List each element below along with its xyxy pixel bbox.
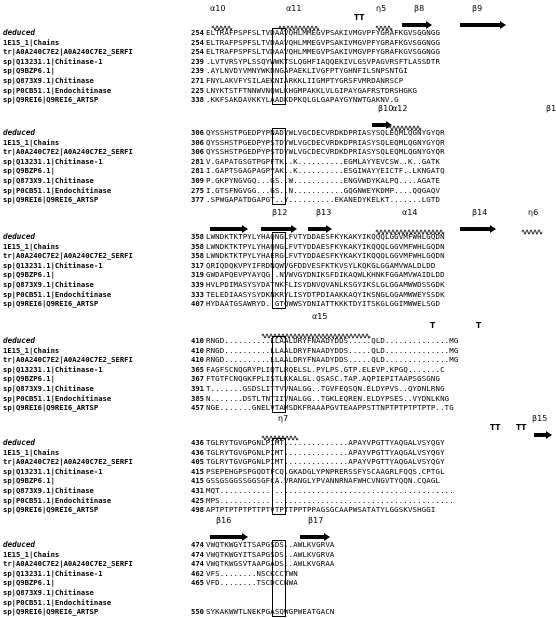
sequence-residues: RNGD..........LLAALDRYFNAADYDDS.....QLD..............MG [206,345,459,355]
ss-element-label: β12 [272,208,288,217]
ss-element-label: η6 [528,208,539,217]
strand-mark [402,14,432,22]
residue-number: 457 [191,403,204,413]
residue-number: 281 [191,156,204,166]
sequence-name: sp|P0CB51.1|Endochitinase [3,185,112,195]
ss-element-label: η7 [278,414,289,423]
sequence-name: sp|Q873X9.1|Chitinase [3,280,94,289]
residue-number: 436 [191,438,204,447]
sequence-name: deduced [3,438,36,447]
sequence-residues: N.......DSTLTNTIIVNALGG..TGKLEQREN.ELDYPSES..VYDNLKNG [206,393,450,403]
conserved-column-frame [272,28,286,105]
residue-number: 358 [191,251,204,261]
residue-number: 309 [191,176,204,185]
sequence-name: sp|Q9BZP6.1| [3,476,55,486]
sequence-residues: FTGTFCNQGKFPLISTLKKALGL.QSASC.TAP.AQPIEPITAAPSGSGNG [206,374,441,384]
sequence-residues: I.GAPTSGAGPAGPYAK..K..........ESGIWAYYEICTF..LKNGATQ [206,166,445,176]
turn-mark: TT [490,423,501,432]
residue-number: 431 [191,486,204,495]
residue-number: 225 [191,85,204,95]
sequence-name: tr|A0A240C7E2|A0A240C7E2_SERFI [3,47,133,57]
sequence-residues: TGLRYTGVGPGNLPIMT..............APAYVPGTTYAQGALVSYQGY [206,457,445,467]
sequence-residues: APTPTPTPTPTTPTVTPTTPPTPPAGSGCAAPWSATATYLGGSKVSHGGI [206,505,436,515]
sequence-name: sp|Q9BZP6.1| [3,578,55,588]
sequence-residues: .SPWGAPATDGAPGT..Y..........EKANEDYKELKT.......LGTD [206,195,441,205]
sequence-name: sp|Q9REI6|Q9REI6_ARTSP [3,607,99,617]
strand-mark [210,218,248,226]
sequence-name: sp|Q13231.1|Chitinase-1 [3,466,103,476]
helix-mark [376,220,442,226]
strand-mark [534,424,552,432]
sequence-name: sp|Q9REI6|Q9REI6_ARTSP [3,505,99,515]
residue-number: 306 [191,137,204,147]
sequence-name: sp|Q873X9.1|Chitinase [3,486,94,495]
secondary-structure-track [206,208,546,230]
sequence-name: 1E15_1|Chains [3,345,60,355]
sequence-residues: NGE.......GNELVTAMSDKFRAAAPGVTEAAPPSTTNPTPTPTPTPTP..TG [206,403,454,413]
helix-mark [212,16,232,22]
residue-number: 306 [191,147,204,157]
ss-element-label: α10 [210,4,226,13]
sequence-name: sp|Q13231.1|Chitinase-1 [3,568,103,578]
sequence-residues: MPS................................................... [206,495,454,505]
sequence-name: 1E15_1|Chains [3,447,60,457]
ss-element-label: β8 [414,4,425,13]
helix-mark [262,324,370,330]
residue-number: 377 [191,195,204,205]
conserved-column-frame [272,128,286,205]
residue-number: 415 [191,466,204,476]
strand-mark [460,14,506,22]
sequence-residues: ELTRAFPSPFSLTVDAAVQHLMMEGVPSAKIVMGVPFYGRAFKGVSGGNGG [206,37,441,47]
ss-element-label: α11 [286,4,302,13]
residue-number: 333 [191,289,204,299]
residue-number: 462 [191,568,204,578]
residue-number: 254 [191,37,204,47]
residue-number: 474 [191,549,204,559]
sequence-residues: ELTRAFPSPFSLTVDAAVQHLMMEGVPSAKIVMGVPFYGRAFKGVSGGNGG [206,47,441,57]
sequence-name: sp|P0CB51.1|Endochitinase [3,597,112,607]
residue-number: 474 [191,559,204,569]
sequence-residues: HYDAATGSAWRYD..GTQWWSYDNIATTKKKTDYITSKGLGGIMWWELSGD [206,299,441,309]
sequence-name: sp|Q9BZP6.1| [3,166,55,176]
sequence-name: deduced [3,128,36,137]
ss-element-label: β9 [472,4,483,13]
turn-mark: T [430,321,436,330]
sequence-name: sp|Q13231.1|Chitinase-1 [3,156,103,166]
strand-mark [300,526,330,534]
residue-number: 365 [191,364,204,374]
sequence-name: sp|P0CB51.1|Endochitinase [3,85,112,95]
conserved-column-frame [272,336,286,413]
sequence-residues: QRIQDQKVPYIFRDNQWVGFDDVESFKTKVSYLKQKGLGGAMVWALDLDD [206,260,436,270]
helix-mark [376,16,390,22]
sequence-residues: GSSGSGGSSGGSGFCA.VRANGLYPVANNRNAFWHCVNGVTYQQN.CQAGL [206,476,441,486]
residue-number: 306 [191,128,204,137]
residue-number: 498 [191,505,204,515]
sequence-residues: T.......GSDSLITTVVNALGG..TGVFEQSQN.ELDYPVS..QYDNLRNG [206,384,445,393]
sequence-name: 1E15_1|Chains [3,549,60,559]
sequence-name: deduced [3,336,36,345]
helix-mark [279,16,319,22]
sequence-name: sp|Q9REI6|Q9REI6_ARTSP [3,299,99,309]
sequence-name: deduced [3,232,36,241]
sequence-name: sp|P0CB51.1|Endochitinase [3,393,112,403]
secondary-structure-track [206,104,556,126]
strand-mark [210,526,248,534]
sequence-residues: VWQTKWGYITSAPGSDS..AWLKVGRVA [206,540,335,549]
residue-number: 239 [191,56,204,66]
residue-number: 271 [191,76,204,85]
sequence-residues: V.GAPATGSGTPGPFTK..K..........EGMLAYYEVCSW..K..GATK [206,156,441,166]
ss-element-label: β10 [378,104,394,113]
sequence-name: tr|A0A240C7E2|A0A240C7E2_SERFI [3,251,133,261]
sequence-name: 1E15_1|Chains [3,137,60,147]
sequence-name: deduced [3,540,36,549]
residue-number: 405 [191,457,204,467]
ss-element-label: α15 [312,312,328,321]
residue-number: 391 [191,384,204,393]
ss-element-label: β16 [216,516,232,525]
sequence-name: sp|Q873X9.1|Chitinase [3,76,94,85]
sequence-residues: .KKFSAKDAVKKYLAADKDPKQLGLGAPAYGYNWTGAKNV.G [206,95,399,105]
conserved-column-frame [272,540,286,617]
turn-mark: T [476,321,482,330]
strand-mark [308,218,332,226]
helix-mark [522,220,542,226]
conserved-column-frame [272,438,286,515]
sequence-residues: LNYKTSTFTNNWVNQWLKHGMPAKKLVLGIPAYGAFRSTDRSHGKG [206,85,418,95]
residue-number: 358 [191,232,204,241]
sequence-residues: PSEPEHGPSPGQDTFCQ.GKADGLYPNPRERSSFYSCAAGRLFQQS.CPTGL [206,466,445,476]
sequence-residues: LWNDKTKTPYLYHAERGLFVTYDDAESFKYKAKYIKQQQLGGVMFWHLGQDN [206,251,445,261]
ss-element-label: β17 [308,516,324,525]
residue-number: 407 [191,299,204,309]
sequence-name: sp|Q873X9.1|Chitinase [3,384,94,393]
sequence-name: sp|Q873X9.1|Chitinase [3,588,94,597]
strand-mark [460,218,496,226]
strand-mark [372,114,392,122]
residue-number: 319 [191,270,204,280]
sequence-name: tr|A0A240C7E2|A0A240C7E2_SERFI [3,355,133,365]
residue-number: 436 [191,447,204,457]
residue-number: 254 [191,28,204,37]
sequence-residues: TELEDIAASYSYDKNKRYLISYDTPDIAAKKAQYIKSNGLGGAMWWEYSSDK [206,289,445,299]
secondary-structure-track [206,414,546,436]
strand-mark [261,218,297,226]
helix-mark [389,116,419,122]
residue-number: 410 [191,336,204,345]
sequence-name: sp|Q13231.1|Chitinase-1 [3,56,103,66]
sequence-residues: SYKAKWWTLNEKPGASQWGPWEATGACN [206,607,335,617]
sequence-residues: .LVTVRSYPLSSQYWWKTSLQGHFIAQQEKIVLGSVPAGVRSFTLASSDTR [206,56,441,66]
residue-number: 275 [191,185,204,195]
sequence-residues: TGLRYTGVGPGNLPIMT..............APAYVPGTTYAQGALVSYQGY [206,447,445,457]
sequence-name: sp|Q13231.1|Chitinase-1 [3,364,103,374]
ss-element-label: α14 [402,208,418,217]
sequence-residues: QYSSHSTPGEDPYPSTDYWLVGCDECVRDKDPRIASYSQLEQMLQGNYGYQR [206,147,445,157]
secondary-structure-track [206,516,546,538]
ss-element-label: β14 [472,208,488,217]
sequence-name: sp|Q9REI6|Q9REI6_ARTSP [3,195,99,205]
ss-element-label: η5 [376,4,387,13]
sequence-name: sp|Q9BZP6.1| [3,66,55,76]
ss-element-label: β1 [546,104,556,113]
residue-number: 415 [191,476,204,486]
helix-mark [262,426,296,432]
residue-number: 385 [191,393,204,403]
sequence-name: sp|P0CB51.1|Endochitinase [3,289,112,299]
residue-number: 281 [191,166,204,176]
residue-number: 339 [191,280,204,289]
sequence-name: tr|A0A240C7E2|A0A240C7E2_SERFI [3,457,133,467]
residue-number: 410 [191,345,204,355]
sequence-name: sp|Q9BZP6.1| [3,270,55,280]
sequence-residues: LWNDKTKTPYLYHAQNGLFVTYDDAESFKYKAKYIKQQQLGGVMFWHLGQDN [206,241,445,251]
sequence-residues: QYSSHSTPGEDPYPNADYWLVGCDECVRDKDPRIASYSQLEQMLQGNYGYQR [206,128,445,137]
sequence-name: tr|A0A240C7E2|A0A240C7E2_SERFI [3,147,133,157]
sequence-residues: QYSSHSTPGEDPYPSTDYWLVGCDECVRDKDPRIASYSQLEQMLQGNYGYQR [206,137,445,147]
residue-number: 425 [191,495,204,505]
residue-number: 474 [191,540,204,549]
sequence-residues: HVLPDIMASYSYDATNKFLISYDNVQVANLKSGYIKSLGLGGAMWWDSSGDK [206,280,445,289]
sequence-residues: RNGD..........LLAALDRYFNAADYDDS.....QLD..............MG [206,355,459,365]
sequence-residues: MQT................................................... [206,486,454,495]
sequence-residues: VWQTKWGYITSAPGSDS..AWLKVGRVA [206,549,335,559]
secondary-structure-track [206,312,546,334]
sequence-name: sp|Q9REI6|Q9REI6_ARTSP [3,403,99,413]
sequence-residues: LWNDKTKTPYLYHAQNGLFVTYDDAESFKYKAKYIKQQQLGGVMFWHLGQDN [206,232,445,241]
sequence-residues: RNGD..........LLAALDRYFNAADYDDS.....QLD..............MG [206,336,459,345]
sequence-name: sp|Q13231.1|Chitinase-1 [3,260,103,270]
residue-number: 550 [191,607,204,617]
sequence-name: sp|Q9REI6|Q9REI6_ARTSP [3,95,99,105]
sequence-residues: ELTRAFPSPFSLTVDAAVQHLMMEGVPSAKIVMGVPFYGRAFKGVSGGNGG [206,28,441,37]
residue-number: 465 [191,578,204,588]
residue-number: 358 [191,241,204,251]
turn-mark: TT [354,13,365,22]
sequence-residues: .AYLNVDYVMNYWKDNGAPAEKLIVGFPTYGHNFILSNPSNTGI [206,66,408,76]
ss-element-label: α12 [392,104,408,113]
residue-number: 367 [191,374,204,384]
residue-number: 317 [191,260,204,270]
ss-element-label: β15 [532,414,548,423]
sequence-name: tr|A0A240C7E2|A0A240C7E2_SERFI [3,559,133,569]
sequence-residues: GWDAPQEVPYAYQG..NVWVGYDNIKSFDIKAQWLKHNKFGGAMVWAIDLDD [206,270,445,280]
sequence-name: deduced [3,28,36,37]
sequence-residues: TGLRYTGVGPGNLPIMT..............APAYVPGTTYAQGALVSYQGY [206,438,445,447]
sequence-residues: VWQTKWGSVTAAPGADS..AWLKVGRAA [206,559,335,569]
residue-number: 239 [191,66,204,76]
sequence-name: 1E15_1|Chains [3,241,60,251]
sequence-name: sp|Q9BZP6.1| [3,374,55,384]
sequence-residues: VFS........NSCKCCTWN [206,568,298,578]
sequence-residues: FNYLAKVFYSILAEKNIARKKLIIGMPTYGRSFVMRDANRSCP [206,76,404,85]
turn-mark: TT [516,423,527,432]
secondary-structure-track [206,4,546,26]
sequence-residues: P.GKPYNGVGQ...GS..W...........ENGVWDYKALPQ....AGATE [206,176,441,185]
residue-number: 410 [191,355,204,365]
sequence-name: sp|P0CB51.1|Endochitinase [3,495,112,505]
sequence-name: sp|Q873X9.1|Chitinase [3,176,94,185]
sequence-name: 1E15_1|Chains [3,37,60,47]
conserved-column-frame [272,232,286,309]
sequence-residues: FAGFSCNQGRYPLIQTLRQELSL.PYLPS.GTP.ELEVP.KPGQ.......C [206,364,445,374]
sequence-residues: VFD........TSCDCCNWA [206,578,298,588]
ss-element-label: β13 [316,208,332,217]
residue-number: 254 [191,47,204,57]
residue-number: 338 [191,95,204,105]
sequence-residues: I.GTSFNGVGG...GS..N...........GQGNWEYKDMP....QQGAQV [206,185,441,195]
